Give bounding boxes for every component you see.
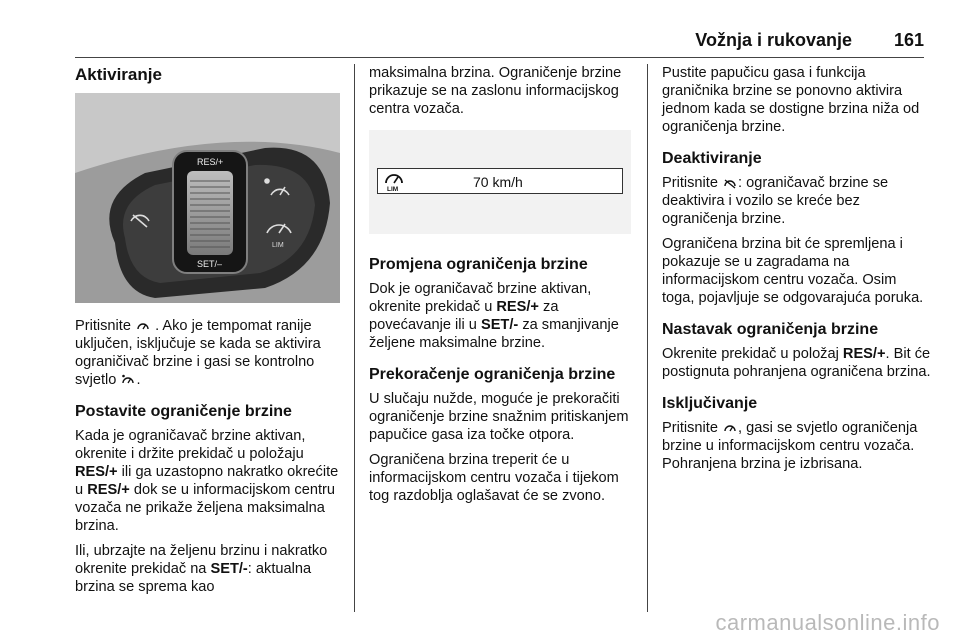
cancel-limiter-icon: [723, 176, 737, 189]
subheading-set-limit: Postavite ograničenje brzine: [75, 403, 292, 420]
paragraph-reactivate: Pustite papučicu gasa i funkcija graničnika brzine se ponovno aktivira jednom kada se dostigne brzina niža od ograničenja brzine.: [662, 65, 920, 135]
cruise-control-icon: [121, 373, 135, 386]
paragraph-stored-speed: Ograničena brzina bit će spremljena i pokazuje se u zagradama na informacijskom centru vozača. Osim toga, pojavljuje se odgovarajuća poruka.: [662, 236, 924, 306]
column-divider-1: [354, 64, 355, 612]
running-header-title: Vožnja i rukovanje: [695, 30, 852, 50]
paragraph-deactivation: Pritisnite : ograničavač brzine se deaktivira i vozilo se kreće bez ograničenja brzine.: [662, 175, 889, 227]
column-1: [75, 64, 340, 603]
paragraph-flashing: Ograničena brzina treperit će u informacijskom centru vozača i tijekom tog razdoblja oglašavat će se zvono.: [369, 452, 619, 504]
column-divider-2: [647, 64, 648, 612]
subheading-switch-off: Isključivanje: [662, 395, 758, 412]
column-3: [662, 64, 932, 480]
display-panel: [377, 168, 623, 194]
driver-info-display-figure: [369, 130, 631, 234]
paragraph-activation: Pritisnite . Ako je tempomat ranije uključen, isključuje se kada se aktivira ograničivač brzine i gasi se kontrolno svjetlo .: [75, 318, 321, 388]
subheading-exceed-limit: Prekoračenje ograničenja brzine: [369, 366, 616, 383]
watermark: carmanualsonline.info: [715, 610, 940, 635]
subheading-deactivation: Deaktiviranje: [662, 150, 762, 167]
lim-label: LIM: [272, 242, 284, 249]
paragraph-resume: Okrenite prekidač u položaj RES/+. Bit će postignuta pohranjena ograničena brzina.: [662, 346, 931, 380]
display-speed-value: 70 km/h: [473, 174, 523, 190]
paragraph-continued: maksimalna brzina. Ograničenje brzine prikazuje se na zaslonu informacijskog centra vozača.: [369, 65, 622, 117]
steering-wheel-controls-figure: [75, 93, 340, 303]
subheading-change-limit: Promjena ograničenja brzine: [369, 256, 588, 273]
paragraph-switch-off: Pritisnite , gasi se svjetlo ograničenja brzine u informacijskom centru vozača. Pohranjena brzina je izbrisana.: [662, 420, 918, 472]
speed-limiter-icon: [136, 319, 150, 332]
set-minus-label: SET/–: [197, 259, 223, 269]
display-lim-label: LIM: [387, 186, 399, 192]
column-2: [369, 64, 634, 512]
paragraph-accelerate: Ili, ubrzajte na željenu brzinu i nakratko okrenite prekidač na SET/-: aktualna brzina se sprema kao: [75, 543, 328, 595]
subheading-resume: Nastavak ograničenja brzine: [662, 321, 879, 338]
paragraph-change-limit: Dok je ograničavač brzine aktivan, okrenite prekidač u RES/+ za povećavanje ili u SET/- za smanjivanje željene maksimalne brzine.: [369, 281, 619, 351]
res-plus-label: RES/+: [197, 157, 224, 167]
paragraph-set-limit: Kada je ograničavač brzine aktivan, okrenite i držite prekidač u položaju RES/+ ili ga uzastopno nakratko okrećite u RES/+ dok se u informacijskom centru vozača ne prikaže željena maksimalna brzina.: [75, 428, 339, 534]
speed-limiter-icon: [723, 421, 737, 434]
paragraph-exceed-limit: U slučaju nužde, moguće je prekoračiti ograničenje brzine snažnim pritiskanjem papučice gasa iza točke otpora.: [369, 391, 629, 443]
speed-limiter-icon: [382, 170, 408, 192]
header-rule: [75, 57, 924, 58]
section-heading-aktiviranje: Aktiviranje: [75, 65, 162, 84]
page-number: 161: [893, 30, 924, 50]
